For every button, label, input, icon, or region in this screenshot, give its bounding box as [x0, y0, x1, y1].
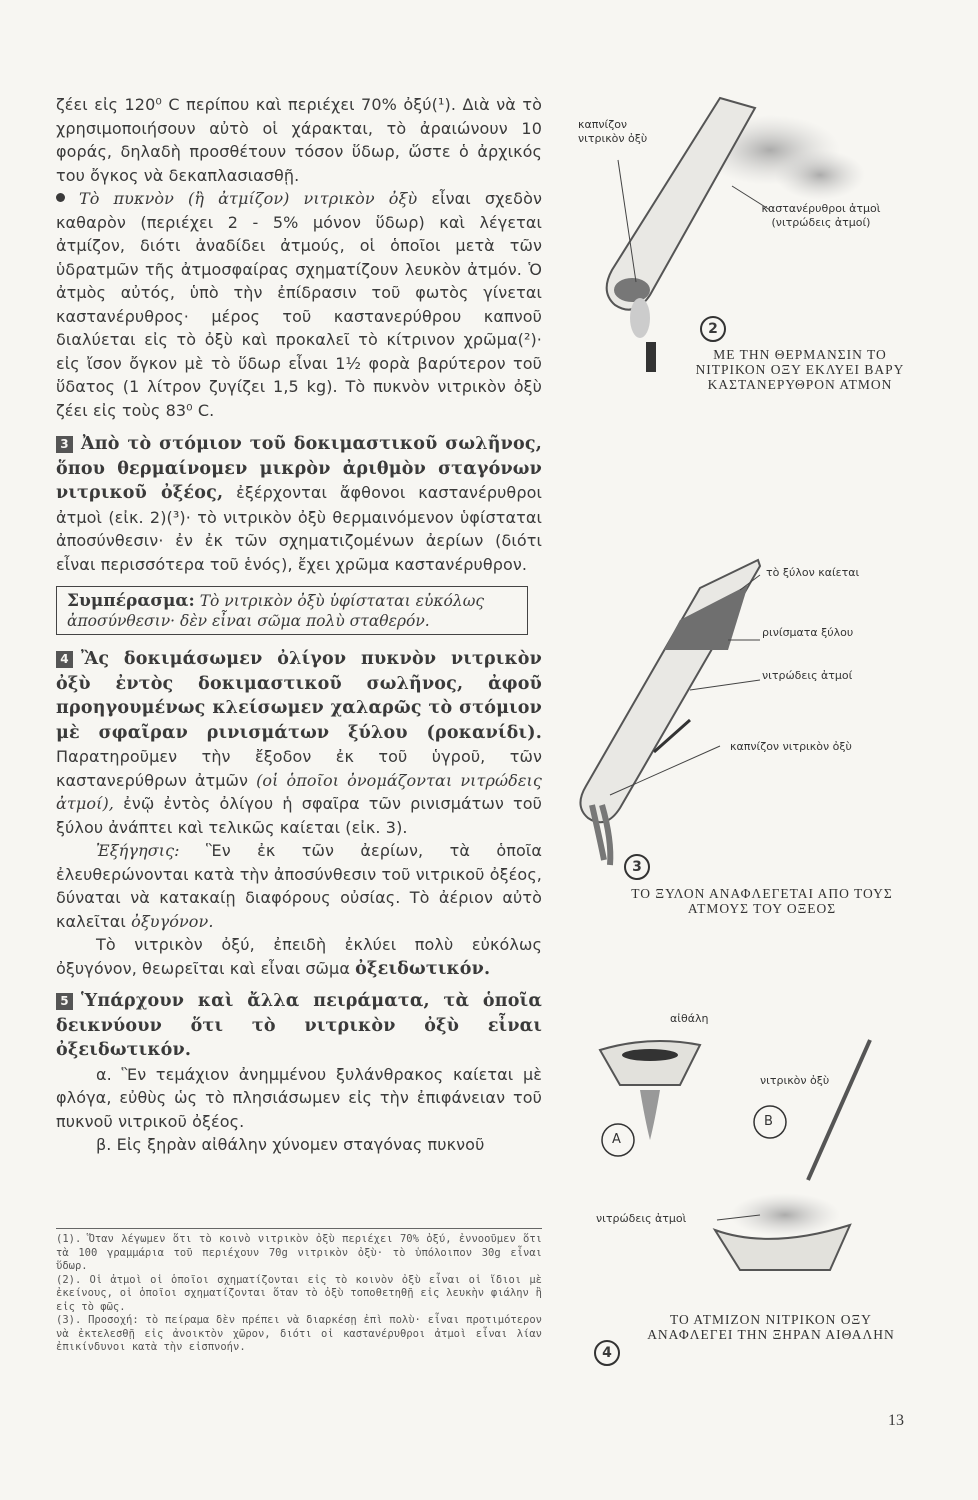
fig4-label-soot: αἰθάλη — [670, 1012, 709, 1025]
section-4-text-b: ἐνῷ ἐντὸς ὀλίγου ἡ σφαῖρα τῶν ρινισμάτων τοῦ ξύλου ἀνάπτει καὶ τελικῶς καίεται (εἰκ. 3). — [56, 794, 542, 837]
fuming-acid-term: Τὸ πυκνὸν (ἢ ἀτμίζον) νιτρικὸν ὀξὺ — [79, 189, 418, 208]
fig4-label-vapors: νιτρώδεις ἀτμοὶ — [596, 1212, 687, 1225]
section-3-marker: 3 — [56, 436, 73, 453]
section-3-heading: Ἀπὸ τὸ στόμιον τοῦ δοκιμαστικοῦ σωλῆνος, ὅπου θερμαίνομεν μικρὸν ἀριθμὸν σταγόνων νιτρικοῦ ὀξέος, — [56, 434, 542, 503]
fig2-label-vapors: καστανέρυθροι ἀτμοὶ (νιτρώδεις ἀτμοί) — [761, 202, 881, 229]
fig2-acid — [614, 278, 650, 302]
fig4-pipette — [808, 1040, 870, 1180]
paragraph-alpha: α. Ἓν τεμάχιον ἀνημμένου ξυλάνθρακος καίεται μὲ φλόγα, εὐθὺς ὡς τὸ πλησιάσωμεν εἰς τὴν ἐπιφάνειαν τοῦ πυκνοῦ νιτρικοῦ ὀξέος. — [56, 1064, 542, 1131]
fig4-vapor-b — [730, 1193, 840, 1237]
section-5-marker: 5 — [56, 993, 73, 1010]
section-4-marker: 4 — [56, 651, 73, 668]
fig3-number-badge: 3 — [624, 854, 650, 880]
fig4-flame-a — [640, 1090, 660, 1140]
fig4-marker-b: B — [764, 1114, 773, 1129]
paragraph-beta: β. Εἰς ξηρὰν αἰθάλην χύνομεν σταγόνας πυκνοῦ — [96, 1135, 485, 1154]
fig4-soot-a — [622, 1049, 678, 1061]
fig4-dish-a — [600, 1041, 700, 1085]
fig4-drawing — [600, 1040, 870, 1270]
section-4-italic: (οἱ ὁποῖοι ὀνομάζονται νιτρώδεις ἀτμοί), — [56, 770, 542, 813]
footnote-2: (2). Οἱ ἀτμοὶ οἱ ὁποῖοι σχηματίζονται εἰς τὸ κοινὸν ὀξὺ εἶναι οἱ ἴδιοι μὲ ἐκείνους, οἱ ὁποῖοι σχηματίζονται ὅταν τὸ ὀξὺ τοποθετηθῇ εἰς λευκὴν φιάλην ἢ εἰς τὸ φῶς. — [56, 1273, 542, 1313]
footnote-1: (1). Ὅταν λέγωμεν ὅτι τὸ κοινὸ νιτρικὸν ὀξὺ περιέχει 70% ὀξύ, ἐννοοῦμεν ὅτι τὰ 100 γραμμάρια τοῦ περιέχουν 70g νιτρικὸν ὀξὺ· τὸ ὑπόλοιπον 30g εἶναι ὕδωρ. — [56, 1233, 542, 1272]
fig3-label-shavings: ρινίσματα ξύλου — [762, 626, 854, 639]
explanation-text: Ἓν ἐκ τῶν ἀερίων, τὰ ὁποῖα ἐλευθερώνονται κατὰ τὴν ἀποσύνθεσιν τοῦ νιτρικοῦ ὀξέος, δύναται νὰ κατακαίῃ διαφόρους οὐσίας. Τὸ ἀέριον αὐτὸ καλεῖται — [56, 841, 542, 931]
oxidizing-text: Τὸ νιτρικὸν ὀξύ, ἐπειδὴ ἐκλύει πολὺ εὐκόλως ὀξυγόνον, θεωρεῖται καὶ εἶναι σῶμα — [56, 935, 542, 978]
footnote-3: (3). Προσοχή: τὸ πείραμα δὲν πρέπει νὰ διαρκέσῃ ἐπὶ πολὺ· εἶναι προτιμότερον νὰ ἐκτελεσθῇ εἰς ἀνοικτὸν χῶρον, διότι οἱ καστανέρυθροι ἀτμοὶ εἶναι λίαν ἐπικίνδυνοι κατὰ τὴν εἰσπνοήν. — [56, 1314, 542, 1353]
fig2-number-badge: 2 — [700, 316, 726, 342]
explanation-label: Ἐξήγησις: — [96, 841, 180, 860]
page-number: 13 — [888, 1412, 904, 1429]
fig2-smoke-2 — [775, 150, 865, 200]
fig3-pointer-3 — [690, 680, 760, 690]
section-4-heading: Ἂς δοκιμάσωμεν ὀλίγον πυκνὸν νιτρικὸν ὀξὺ ἐντὸς δοκιμαστικοῦ σωλῆνος, ἀφοῦ προηγουμένως κλείσωμεν χαλαρῶς τὸ στόμιον μὲ σφαῖραν ρινισμάτων ξύλου (ροκανίδι). — [56, 649, 542, 743]
oxidizing-term: ὀξειδωτικόν. — [355, 958, 491, 979]
section-5-heading: Ὑπάρχουν καὶ ἄλλα πειράματα, τὰ ὁποῖα δεικνύουν ὅτι τὸ νιτρικὸν ὀξὺ εἶναι ὀξειδωτικόν. — [56, 991, 542, 1060]
fig2-label-acid: καπνίζον νιτρικὸν ὀξὺ — [578, 118, 648, 145]
fig4-marker-a: A — [612, 1132, 621, 1147]
fig3-label-vapors: νιτρώδεις ἀτμοί — [762, 669, 853, 682]
oxygen-term: ὀξυγόνον. — [131, 911, 214, 931]
fig3-drawing — [580, 560, 760, 865]
conclusion-text: Τὸ νιτρικὸν ὀξὺ ὑφίσταται εὐκόλως ἀποσύνθεσιν· δὲν εἶναι σῶμα πολὺ σταθερόν. — [67, 592, 485, 630]
fig3-caption: ΤΟ ΞΥΛΟΝ ΑΝΑΦΛΕΓΕΤΑΙ ΑΠΟ ΤΟΥΣ ΑΤΜΟΥΣ ΤΟΥ ΟΞΕΟΣ — [631, 886, 893, 916]
fig2-flame — [630, 298, 650, 338]
fig4-caption: ΤΟ ΑΤΜΙΖΟΝ ΝΙΤΡΙΚΟΝ ΟΞΥ ΑΝΑΦΛΕΓΕΙ ΤΗΝ ΞΗΡΑΝ ΑΙΘΑΛΗΝ — [647, 1312, 895, 1342]
fuming-acid-text: εἶναι σχεδὸν καθαρὸν (περιέχει 2 - 5% μόνον ὕδωρ) καὶ λέγεται ἀτμίζον, διότι ἀναδίδει ἀτμούς, οἱ ὁποῖοι μετὰ τῶν ὑδρατμῶν τῆς ἀτμοσφαίρας σχηματίζουν λευκὸν ἀτμόν. Ὁ ἀτμὸς αὐτός, ὑπὸ τὴν ἐπίδρασιν τοῦ φωτὸς γίνεται καστανέρυθρος· μέρος τοῦ καστανερύθρου καπνοῦ διαλύεται εἰς τὸ ὀξὺ καὶ προκαλεῖ τὸ κίτρινον χρῶμα(²)· εἰς ἴσον ὄγκον μὲ τὸ ὕδωρ εἶναι 1½ φορὰ βαρύτερον τοῦ ὕδατος (1 λίτρον ζυγίζει 1,5 kg). Τὸ πυκνὸν νιτρικὸν ὀξὺ ζέει εἰς τοὺς 83⁰ C. — [56, 189, 542, 420]
section-3-text: ἐξέρχονται ἄφθονοι καστανέρυθροι ἀτμοὶ (εἰκ. 2)(³)· τὸ νιτρικὸν ὀξὺ θερμαινόμενον ὑφίσταται ἀποσύνθεσιν· ἐν ἐκ τῶν σχηματιζομένων ἀερίων (διότι εἶναι περισσότερα τοῦ ἑνός), ἔχει χρῶμα καστανέρυθρον. — [56, 483, 542, 574]
fig3-label-acid: καπνίζον νιτρικὸν ὀξὺ — [730, 740, 852, 753]
fig2-burner — [646, 342, 656, 372]
section-4-text-a: Παρατηροῦμεν τὴν ἔξοδον ἐκ τοῦ ὑγροῦ, τῶν καστανερύθρων ἀτμῶν — [56, 747, 542, 790]
fig3-label-wood-burns: τὸ ξύλον καίεται — [766, 566, 860, 579]
fig4-label-acid: νιτρικὸν ὀξὺ — [760, 1074, 830, 1087]
fig4-number-badge: 4 — [594, 1340, 620, 1366]
paragraph-concentration: ζέει εἰς 120⁰ C περίπου καὶ περιέχει 70% ὀξύ(¹). Διὰ νὰ τὸ χρησιμοποιήσουν αὐτὸ οἱ χάρακται, τὸ ἀραιώνουν 10 φοράς, δηλαδὴ προσθέτουν τόσον ὕδωρ, ὥστε ὁ ἀρχικός του ὄγκος νὰ δεκαπλασιασθῇ. — [56, 95, 542, 185]
conclusion-label: Συμπέρασμα: — [67, 591, 195, 611]
fig2-caption: ΜΕ ΤΗΝ ΘΕΡΜΑΝΣΙΝ ΤΟ ΝΙΤΡΙΚΟΝ ΟΞΥ ΕΚΛΥΕΙ ΒΑΡΥ ΚΑΣΤΑΝΕΡΥΘΡΟΝ ΑΤΜΟΝ — [695, 347, 905, 392]
